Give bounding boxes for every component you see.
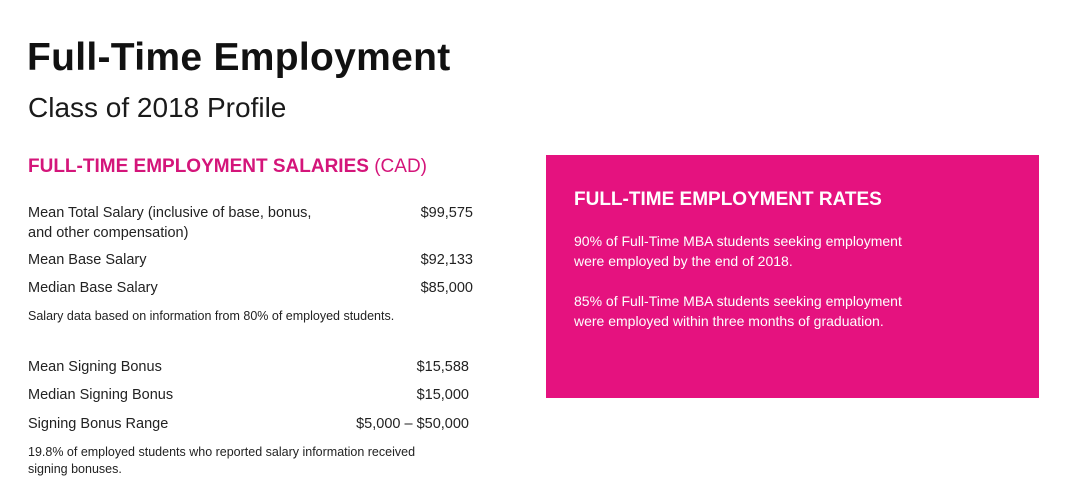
bonus-row-value: $15,588 [416,359,469,375]
salaries-heading [28,156,427,178]
rates-paragraph-1-line1: 90% of Full-Time MBA students seeking employment [574,233,902,249]
page-title: Full-Time Employment [27,36,451,79]
rates-paragraph-2-line2: were employed within three months of graduation. [574,313,884,329]
page-subtitle: Class of 2018 Profile [28,92,287,123]
bonus-note-line1: 19.8% of employed students who reported salary information received [28,445,416,459]
bonus-row-mean [28,357,469,377]
salary-row-label-line1: Mean Total Salary (inclusive of base, bonus, [28,205,312,221]
salary-row-median-base [28,278,473,298]
bonus-row-value: $5,000 – $50,000 [356,416,469,432]
salaries-heading-text: FULL-TIME EMPLOYMENT SALARIES [28,156,369,177]
rates-paragraph-2-line1: 85% of Full-Time MBA students seeking employment [574,293,902,309]
bonus-row-label: Signing Bonus Range [28,416,169,432]
bonus-row-label: Median Signing Bonus [28,387,174,403]
employment-rates-box [546,155,1039,398]
salary-row-mean-total [28,203,473,243]
bonus-note-line2: signing bonuses. [28,462,122,476]
bonus-note [28,444,415,478]
rates-paragraph-1 [574,231,994,271]
salary-row-label: Median Base Salary [28,280,158,296]
bonus-row-label: Mean Signing Bonus [28,359,162,375]
salary-note: Salary data based on information from 80% of employed students. [28,309,395,323]
salary-row-mean-base [28,250,473,270]
rates-paragraph-1-line2: were employed by the end of 2018. [574,253,793,269]
salary-row-value: $99,575 [420,205,473,221]
salary-row-value: $92,133 [420,252,473,268]
salaries-heading-unit: (CAD) [374,156,427,177]
salary-row-value: $85,000 [420,280,473,296]
salary-row-label: Mean Base Salary [28,252,147,268]
bonus-row-range [28,414,469,434]
salary-row-label-line2: and other compensation) [28,225,189,241]
salary-row-label [28,203,311,243]
rates-heading: FULL-TIME EMPLOYMENT RATES [574,189,882,210]
bonus-row-median [28,385,469,405]
bonus-row-value: $15,000 [416,387,469,403]
rates-paragraph-2 [574,291,994,331]
